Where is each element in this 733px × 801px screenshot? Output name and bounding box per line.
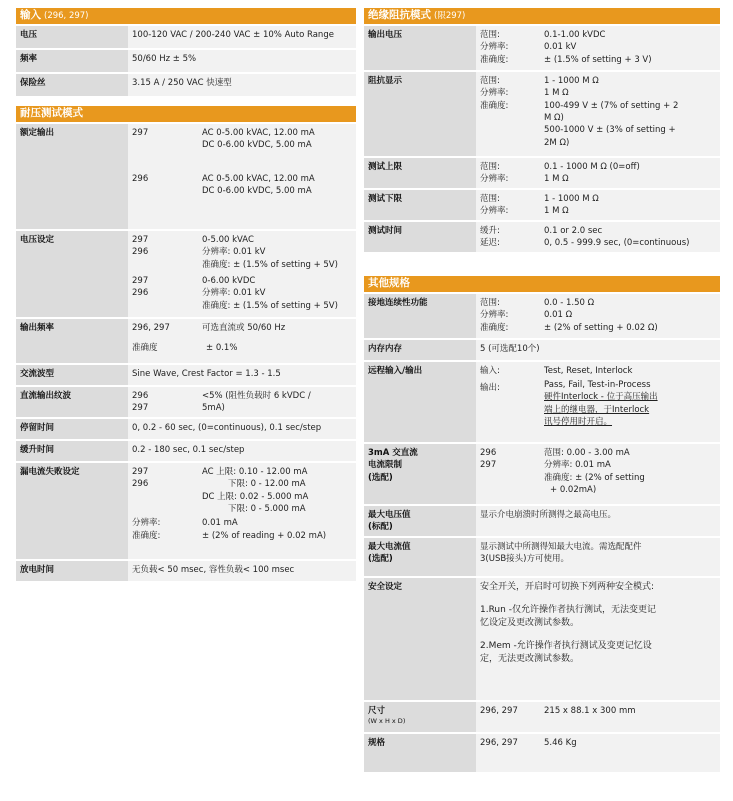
spec-line: 定，无法更改测试参数。 bbox=[480, 654, 580, 665]
insulation-header bbox=[364, 8, 720, 26]
spec-label: 分辨率: bbox=[480, 174, 509, 185]
row-label: 输出频率 bbox=[16, 319, 128, 363]
spec-line: 下限: 0 - 12.00 mA bbox=[228, 479, 306, 490]
spec-line: DC 0-6.00 kVDC, 5.00 mA bbox=[202, 186, 312, 197]
spec-line: 1 - 1000 M Ω bbox=[544, 194, 599, 204]
model-number: 297 bbox=[132, 235, 149, 245]
spec-label: 准确度: bbox=[480, 100, 509, 111]
withstand-header bbox=[16, 106, 356, 124]
model-number: 297 bbox=[132, 128, 149, 138]
table-row bbox=[364, 702, 720, 734]
model-number: 297 bbox=[132, 403, 149, 414]
spec-line: + 0.02mA) bbox=[550, 484, 597, 495]
row-label-group bbox=[364, 538, 476, 576]
spec-label: 延迟: bbox=[480, 238, 500, 249]
row-value: 显示介电崩溃时所测得之最高电压。 bbox=[476, 506, 720, 536]
row-value: 100-120 VAC / 200-240 VAC ± 10% Auto Range bbox=[128, 26, 356, 48]
spec-label: 范围: bbox=[480, 30, 500, 40]
row-label: 缓升时间 bbox=[16, 441, 128, 461]
table-row bbox=[364, 340, 720, 362]
spec-line: 准确度: ± (1.5% of setting + 5V) bbox=[202, 300, 338, 311]
spec-line: 0.1 or 2.0 sec bbox=[544, 226, 603, 236]
other-header bbox=[364, 276, 720, 294]
row-label: 接地连续性功能 bbox=[364, 294, 476, 338]
spec-line: 讯号停用时开启。 bbox=[544, 416, 613, 427]
spec-line: 1 - 1000 M Ω bbox=[544, 76, 599, 86]
spec-label: 准确度: bbox=[480, 54, 509, 65]
insulation-title: 绝缘阻抗模式 bbox=[368, 9, 431, 22]
table-row bbox=[364, 538, 720, 578]
table-row bbox=[16, 441, 356, 463]
spec-line: 1 M Ω bbox=[544, 206, 569, 217]
table-row bbox=[364, 222, 720, 254]
spec-line: 下限: 0 - 5.000 mA bbox=[228, 503, 306, 514]
spec-line: 安全开关，开启时可切换下列两种安全模式: bbox=[480, 582, 655, 592]
row-label: 内存内存 bbox=[364, 340, 476, 360]
row-label: 电压 bbox=[16, 26, 128, 48]
row-label: 规格 bbox=[364, 734, 476, 772]
spec-line: 硬件Interlock - 位于高压输出 bbox=[544, 392, 658, 403]
spec-label: 准确度: bbox=[132, 530, 161, 541]
row-label: 交流波型 bbox=[16, 365, 128, 385]
spec-label: 输入: bbox=[480, 366, 500, 376]
table-row bbox=[364, 72, 720, 158]
table-row bbox=[16, 231, 356, 319]
model-number: 296, 297 bbox=[132, 323, 170, 333]
spec-label: 范围: bbox=[480, 162, 500, 172]
input-header bbox=[16, 8, 356, 26]
row-label: (选配) bbox=[368, 472, 393, 483]
spec-line: ± (1.5% of setting + 3 V) bbox=[544, 54, 652, 65]
spec-line: ± (2% of reading + 0.02 mA) bbox=[202, 530, 327, 541]
spec-label: 输出: bbox=[480, 383, 500, 393]
model-number: 296, 297 bbox=[480, 706, 518, 716]
spec-label: 分辨率: bbox=[132, 518, 161, 529]
spec-line: 0, 0.5 - 999.9 sec, (0=continuous) bbox=[544, 238, 690, 249]
model-number: 297 bbox=[480, 460, 497, 471]
table-row bbox=[364, 444, 720, 506]
spec-line: 0-6.00 kVDC bbox=[202, 276, 256, 286]
spec-line: <5% (阻性负载时 6 kVDC / bbox=[202, 391, 311, 401]
spec-line: DC 上限: 0.02 - 5.000 mA bbox=[202, 491, 309, 502]
spec-line: Test, Reset, Interlock bbox=[544, 366, 633, 376]
spec-label: 范围: bbox=[480, 298, 500, 308]
row-label: 最大电流值 bbox=[368, 542, 411, 552]
row-value: 5 (可选配10个) bbox=[476, 340, 720, 360]
spec-line: 5mA) bbox=[202, 403, 225, 414]
table-row bbox=[364, 362, 720, 444]
spec-line: 0.1-1.00 kVDC bbox=[544, 30, 606, 40]
row-label: 放电时间 bbox=[16, 561, 128, 581]
spec-line: 1 M Ω bbox=[544, 88, 569, 99]
other-title: 其他规格 bbox=[368, 277, 410, 290]
input-title: 输入 bbox=[20, 9, 41, 22]
model-number: 296 bbox=[132, 174, 149, 184]
model-number: 296, 297 bbox=[480, 738, 518, 748]
row-label: 停留时间 bbox=[16, 419, 128, 439]
insulation-subtitle: (限297) bbox=[434, 10, 466, 21]
row-sublabel: (W x H x D) bbox=[368, 717, 406, 726]
row-value: 0.2 - 180 sec, 0.1 sec/step bbox=[128, 441, 356, 461]
row-label: 3mA 交直流 bbox=[368, 448, 418, 458]
table-row bbox=[16, 387, 356, 419]
spec-line: M Ω) bbox=[544, 112, 564, 123]
spec-line: 500-1000 V ± (3% of setting + bbox=[544, 125, 676, 136]
spec-line: Pass, Fail, Test-in-Process bbox=[544, 380, 651, 390]
spec-line: AC 上限: 0.10 - 12.00 mA bbox=[202, 467, 308, 477]
row-label-group bbox=[364, 506, 476, 536]
row-label: 测试时间 bbox=[364, 222, 476, 252]
spec-label: 分辨率: bbox=[480, 88, 509, 99]
spec-line: 分辨率: 0.01 mA bbox=[544, 460, 611, 471]
spec-line: 0.01 kV bbox=[544, 42, 577, 53]
row-label: 频率 bbox=[16, 50, 128, 72]
row-label: 电压设定 bbox=[16, 231, 128, 317]
spec-line: 0.0 - 1.50 Ω bbox=[544, 298, 595, 308]
table-row bbox=[16, 561, 356, 583]
spec-line: 1 M Ω bbox=[544, 174, 569, 185]
input-subtitle: (296, 297) bbox=[44, 10, 89, 21]
spec-label: 范围: bbox=[480, 76, 500, 86]
spec-line: 显示测试中所测得知最大电流。需选配配件 bbox=[480, 542, 642, 552]
table-row bbox=[364, 294, 720, 340]
row-label: 输出电压 bbox=[364, 26, 476, 70]
insulation-table bbox=[364, 26, 720, 254]
spec-label: 缓升: bbox=[480, 226, 500, 236]
row-label: 直流输出纹波 bbox=[16, 387, 128, 417]
row-label: 漏电流失败设定 bbox=[16, 463, 128, 559]
model-number: 296 bbox=[132, 391, 149, 401]
input-table bbox=[16, 26, 356, 98]
spec-line: AC 0-5.00 kVAC, 12.00 mA bbox=[202, 174, 315, 184]
spec-line: 3(USB接头)方可使用。 bbox=[480, 554, 569, 565]
table-row bbox=[16, 74, 356, 98]
table-row bbox=[364, 26, 720, 72]
spec-line: 忆设定及更改测试参数。 bbox=[480, 618, 580, 629]
spec-line: 可选直流或 50/60 Hz bbox=[202, 323, 286, 333]
model-number: 296 bbox=[480, 448, 497, 458]
table-row bbox=[16, 365, 356, 387]
spec-label: 准确度 bbox=[132, 343, 158, 353]
spec-line: 端上的继电器，于Interlock bbox=[544, 404, 650, 415]
spec-line: 范围: 0.00 - 3.00 mA bbox=[544, 448, 630, 458]
table-row bbox=[16, 419, 356, 441]
spec-line: DC 0-6.00 kVDC, 5.00 mA bbox=[202, 140, 312, 151]
row-label-group bbox=[364, 702, 476, 732]
spec-line: 215 x 88.1 x 300 mm bbox=[544, 706, 636, 716]
left-column bbox=[16, 8, 356, 583]
spec-label: 分辨率: bbox=[480, 310, 509, 321]
table-row bbox=[364, 578, 720, 702]
table-row bbox=[16, 50, 356, 74]
spec-line: 分辨率: 0.01 kV bbox=[202, 247, 266, 258]
withstand-table bbox=[16, 124, 356, 583]
spec-line: 0-5.00 kVAC bbox=[202, 235, 254, 245]
right-column bbox=[364, 8, 720, 774]
model-number: 297 bbox=[132, 276, 149, 286]
row-label: 测试上限 bbox=[364, 158, 476, 188]
table-row bbox=[16, 26, 356, 50]
spec-line: ± (2% of setting + 0.02 Ω) bbox=[544, 322, 658, 333]
spec-label: 范围: bbox=[480, 194, 500, 204]
row-label-group bbox=[364, 444, 476, 504]
model-number: 296 bbox=[132, 247, 149, 258]
spec-line: 2M Ω) bbox=[544, 137, 570, 148]
row-label: (选配) bbox=[368, 554, 393, 565]
table-row bbox=[16, 463, 356, 561]
row-label: 电流限制 bbox=[368, 460, 403, 471]
table-row bbox=[364, 506, 720, 538]
row-value: 无负载< 50 msec, 容性负载< 100 msec bbox=[128, 561, 356, 581]
table-row bbox=[364, 158, 720, 190]
spec-label: 分辨率: bbox=[480, 206, 509, 217]
table-row bbox=[16, 124, 356, 231]
row-label: 测试下限 bbox=[364, 190, 476, 220]
row-value: Sine Wave, Crest Factor = 1.3 - 1.5 bbox=[128, 365, 356, 385]
spec-line: ± 0.1% bbox=[206, 343, 238, 353]
spec-line: 100-499 V ± (7% of setting + 2 bbox=[544, 100, 679, 111]
table-row bbox=[364, 190, 720, 222]
spec-line: 0.1 - 1000 M Ω (0=off) bbox=[544, 162, 640, 172]
model-number: 296 bbox=[132, 479, 149, 490]
row-label: (标配) bbox=[368, 522, 393, 533]
spec-line: 0.01 Ω bbox=[544, 310, 573, 321]
model-number: 297 bbox=[132, 467, 149, 477]
row-label: 保险丝 bbox=[16, 74, 128, 96]
table-row bbox=[364, 734, 720, 774]
spec-label: 准确度: bbox=[480, 322, 509, 333]
row-label: 阻抗显示 bbox=[364, 72, 476, 156]
withstand-title: 耐压测试模式 bbox=[20, 107, 83, 120]
row-label: 尺寸 bbox=[368, 706, 386, 716]
other-table bbox=[364, 294, 720, 774]
row-value: 3.15 A / 250 VAC 快速型 bbox=[128, 74, 356, 96]
spec-line: 准确度: ± (2% of setting bbox=[544, 472, 645, 483]
row-label: 远程输入/输出 bbox=[364, 362, 476, 442]
spec-line: AC 0-5.00 kVAC, 12.00 mA bbox=[202, 128, 315, 138]
spec-line: 分辨率: 0.01 kV bbox=[202, 288, 266, 299]
spec-line: 1.Run -仅允许操作者执行测试，无法变更记 bbox=[480, 605, 656, 616]
spec-line: 2.Mem -允许操作者执行测试及变更记忆设 bbox=[480, 641, 652, 652]
spec-line: 准确度: ± (1.5% of setting + 5V) bbox=[202, 259, 338, 270]
spec-line: 0.01 mA bbox=[202, 518, 238, 529]
row-value: 50/60 Hz ± 5% bbox=[128, 50, 356, 72]
row-label: 额定输出 bbox=[16, 124, 128, 229]
row-label: 最大电压值 bbox=[368, 510, 411, 520]
spec-line: 5.46 Kg bbox=[544, 738, 577, 748]
row-label: 安全设定 bbox=[364, 578, 476, 700]
row-value: 0, 0.2 - 60 sec, (0=continuous), 0.1 sec/step bbox=[128, 419, 356, 439]
spec-label: 分辨率: bbox=[480, 42, 509, 53]
table-row bbox=[16, 319, 356, 365]
model-number: 296 bbox=[132, 288, 149, 299]
